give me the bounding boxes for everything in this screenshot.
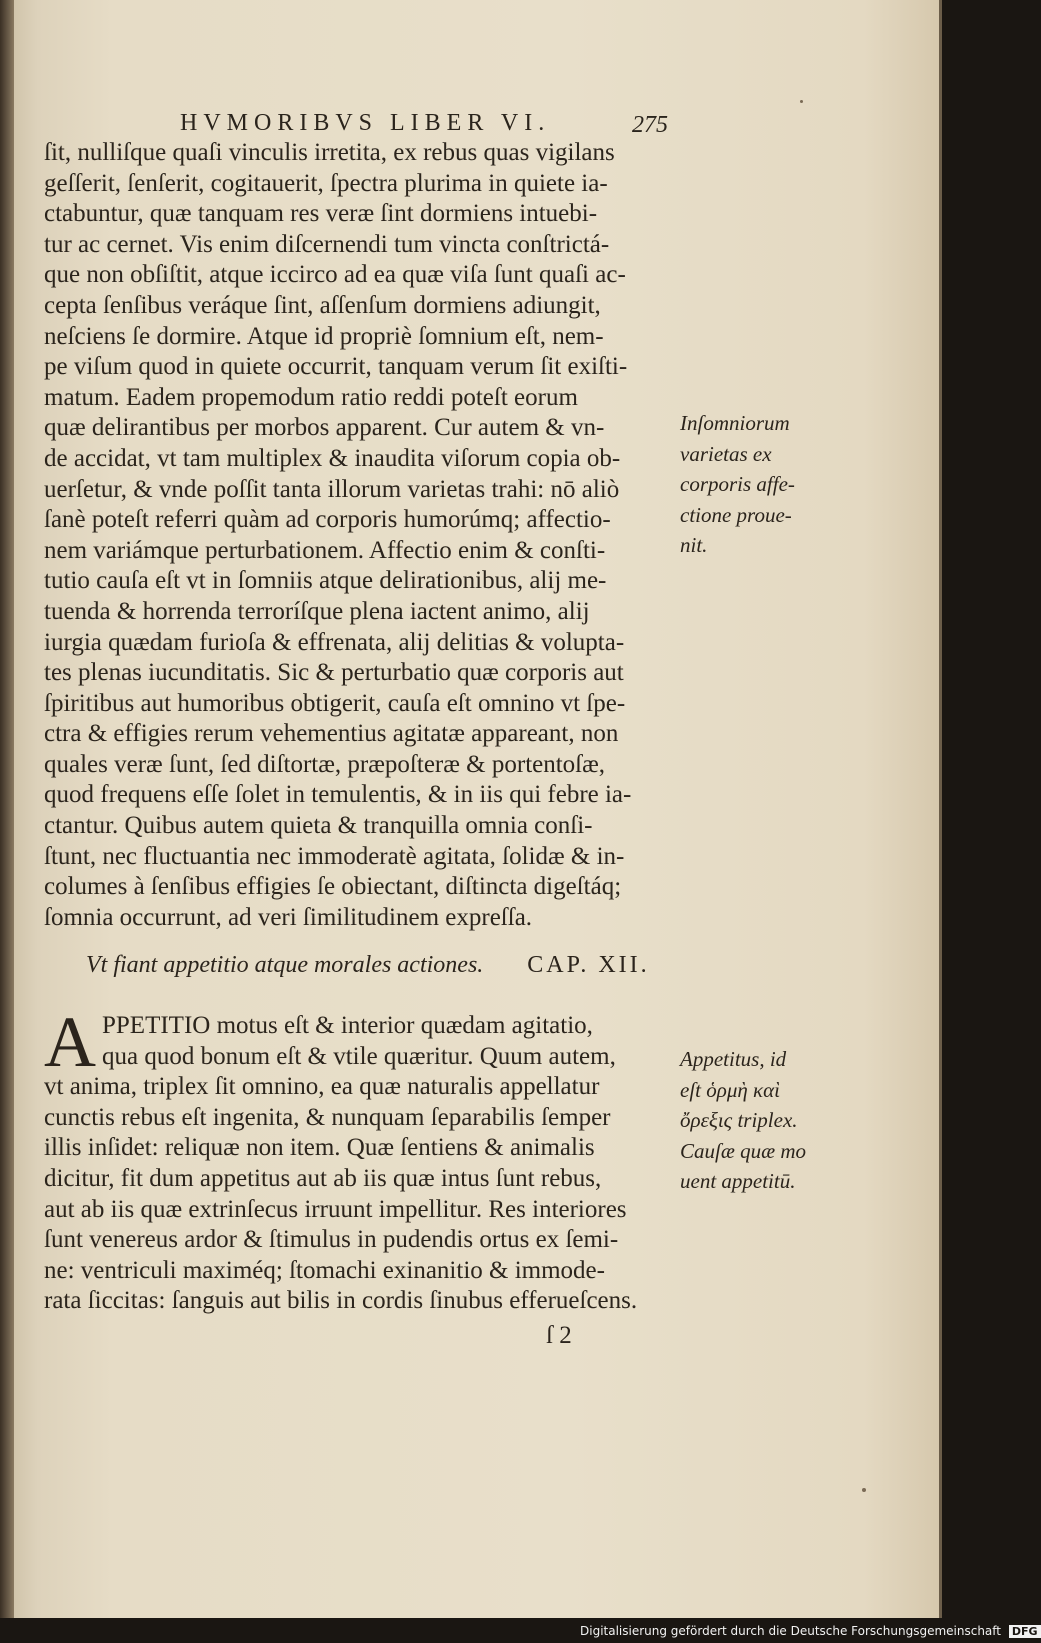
chapter-number: CAP. XII. bbox=[527, 952, 650, 978]
text-line: tuenda & horrenda terroríſque plena iactent animo, alij bbox=[44, 597, 590, 625]
running-header: HVMORIBVS LIBER VI. bbox=[180, 110, 551, 136]
credit-text: Digitalisierung gefördert durch die Deutsche Forschungsgemeinschaft bbox=[580, 1624, 1002, 1638]
chapter-title: Vt fiant appetitio atque morales actiones. bbox=[86, 952, 484, 978]
text-line: vt anima, triplex ſit omnino, ea quæ naturalis appellatur bbox=[44, 1073, 600, 1101]
text-line: rata ſiccitas: ſanguis aut bilis in cordis ſinubus efferueſcens. bbox=[44, 1287, 638, 1315]
margin-note-line: corporis affe- bbox=[680, 472, 795, 497]
text-line: ſpiritibus aut humoribus obtigerit, cauſa eſt omnino vt ſpe- bbox=[44, 689, 626, 717]
text-line: quod frequens eſſe ſolet in temulentis, & in iis qui febre ia- bbox=[44, 781, 632, 809]
text-line: illis inſidet: reliquæ non item. Quæ ſentiens & animalis bbox=[44, 1134, 595, 1162]
text-line: qua quod bonum eſt & vtile quæritur. Quum autem, bbox=[102, 1042, 616, 1070]
text-line: PPETITIO motus eſt & interior quædam agitatio, bbox=[102, 1012, 593, 1039]
margin-note-line: Cauſæ quæ mo bbox=[680, 1138, 807, 1163]
text-line: tes plenas iucunditatis. Sic & perturbatio quæ corporis aut bbox=[44, 659, 624, 687]
text-line: aut ab iis quæ extrinſecus irruunt impellitur. Res interiores bbox=[44, 1195, 627, 1223]
text-line: cunctis rebus eſt ingenita, & nunquam ſeparabilis ſemper bbox=[44, 1103, 611, 1131]
margin-note-line: varietas ex bbox=[680, 441, 772, 466]
text-line: ctra & effigies rerum vehementius agitatæ appareant, non bbox=[44, 720, 619, 748]
text-line: matum. Eadem propemodum ratio reddi poteſt eorum bbox=[44, 383, 578, 411]
text-line: tur ac cernet. Vis enim diſcernendi tum vincta conſtrictá- bbox=[44, 230, 610, 258]
text-line: geſſerit, ſenſerit, cogitauerit, ſpectra plurima in quiete ia- bbox=[44, 169, 608, 197]
drop-capital: A bbox=[44, 1002, 96, 1082]
text-line: nem variámque perturbationem. Affectio enim & conſti- bbox=[44, 536, 606, 564]
page-number: 275 bbox=[632, 112, 668, 138]
text-line: pe viſum quod in quiete occurrit, tanquam verum ſit exiſti- bbox=[44, 353, 628, 381]
text-line: ſomnia occurrunt, ad veri ſimilitudinem expreſſa. bbox=[44, 903, 533, 931]
digitization-credit bbox=[580, 1624, 1041, 1638]
margin-note-1 bbox=[680, 408, 830, 561]
text-line: ſunt venereus ardor & ſtimulus in pudendis ortus ex ſemi- bbox=[44, 1226, 619, 1254]
margin-note-line: ὄρεξις triplex. bbox=[680, 1108, 798, 1133]
text-line: ſtunt, nec fluctuantia nec immoderatè agitata, ſolidæ & in- bbox=[44, 842, 625, 870]
text-line: columes à ſenſibus effigies ſe obiectant, diſtincta digeſtáq; bbox=[44, 873, 622, 901]
text-line: ſit, nulliſque quaſi vinculis irretita, ex rebus quas vigilans bbox=[44, 139, 615, 166]
book-spine bbox=[0, 0, 14, 1618]
paper-speck bbox=[800, 100, 803, 103]
text-line: quæ delirantibus per morbos apparent. Cur autem & vn- bbox=[44, 414, 605, 442]
margin-note-line: ctione proue- bbox=[680, 502, 792, 527]
text-line: iurgia quædam furioſa & effrenata, alij delitias & volupta- bbox=[44, 628, 625, 656]
text-line: que non obſiſtit, atque iccirco ad ea quæ viſa ſunt quaſi ac- bbox=[44, 261, 626, 289]
margin-note-line: Appetitus, id bbox=[680, 1047, 787, 1071]
body-text-section-1 bbox=[44, 138, 674, 933]
dfg-logo: DFG bbox=[1009, 1625, 1041, 1638]
text-line: tutio cauſa eſt vt in ſomniis atque delirationibus, alij me- bbox=[44, 567, 607, 595]
text-line: uerſetur, & vnde poſſit tanta illorum varietas trahi: nō aliò bbox=[44, 475, 620, 503]
text-line: neſciens ſe dormire. Atque id propriè ſomnium eſt, nem- bbox=[44, 322, 604, 350]
paper-speck bbox=[862, 1488, 866, 1492]
text-line: dicitur, fit dum appetitus aut ab iis quæ intus ſunt rebus, bbox=[44, 1164, 602, 1192]
text-line: cepta ſenſibus veráque ſint, aſſenſum dormiens adiungit, bbox=[44, 291, 601, 319]
margin-note-line: Inſomniorum bbox=[680, 411, 790, 435]
margin-note-line: uent appetitū. bbox=[680, 1169, 796, 1194]
text-line: ne: ventriculi maximéq; ſtomachi exinanitio & immode- bbox=[44, 1256, 605, 1284]
signature-mark: ſ 2 bbox=[546, 1322, 572, 1349]
text-line: quales veræ ſunt, ſed diſtortæ, præpoſteræ & portentoſæ, bbox=[44, 750, 606, 778]
margin-note-line: nit. bbox=[680, 533, 708, 558]
text-line: ſanè poteſt referri quàm ad corporis humorúmq; affectio- bbox=[44, 506, 611, 534]
text-line: de accidat, vt tam multiplex & inaudita viſorum copia ob- bbox=[44, 444, 621, 472]
body-text-section-2 bbox=[44, 1002, 674, 1317]
chapter-heading bbox=[86, 952, 650, 979]
margin-note-line: eſt ὁρμὴ καὶ bbox=[680, 1077, 780, 1102]
margin-note-2 bbox=[680, 1044, 830, 1197]
text-line: ctantur. Quibus autem quieta & tranquilla omnia conſi- bbox=[44, 812, 593, 840]
text-line: ctabuntur, quæ tanquam res veræ ſint dormiens intuebi- bbox=[44, 200, 598, 228]
